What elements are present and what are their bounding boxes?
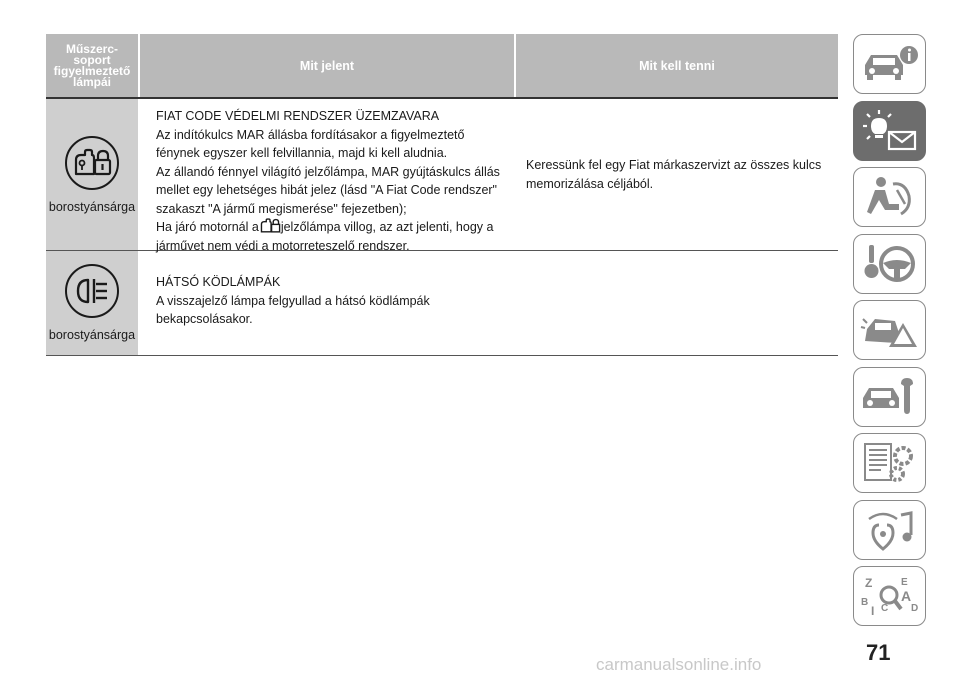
lamp-color-label: borostyánsárga [48, 199, 136, 214]
lamp-cell [46, 251, 138, 355]
car-accident-warning-icon [859, 307, 921, 353]
table-row [46, 251, 838, 356]
lamp-cell [46, 99, 138, 250]
tab-maintenance[interactable] [853, 367, 926, 427]
row-text: Ha járó motornál a jelzőlámpa villog, az azt jelenti, hogy a járművet nem védi a motorreteszelő rendszer. [156, 220, 494, 253]
table-header [46, 34, 838, 99]
car-info-icon [859, 41, 921, 87]
tab-starting-driving[interactable] [853, 234, 926, 294]
multimedia-music-icon [859, 507, 921, 553]
action-cell [512, 251, 838, 355]
action-cell [512, 99, 838, 250]
table-row [46, 99, 838, 251]
svg-text:I: I [870, 604, 874, 618]
row-title: FIAT CODE VÉDELMI RENDSZER ÜZEMZAVARA [156, 109, 440, 123]
meaning-cell [138, 251, 512, 355]
row-text: A visszajelző lámpa felgyullad a hátsó ködlámpák bekapcsolásakor. [156, 293, 430, 326]
svg-text:D: D [910, 603, 918, 614]
svg-text:Z: Z [864, 576, 872, 590]
row-text: Az állandó fénnyel világító jelzőlámpa, MAR gyújtáskulcs állás mellet egy lehetséges hibát jelez (lásd "A Fiat Code rendszer" szakaszt "A jármű megismerése" fejezetben); [156, 164, 500, 216]
row-title: HÁTSÓ KÖDLÁMPÁK [156, 275, 281, 289]
header-lamp-group: Műszerc- soport figyelmeztető lámpái [46, 34, 138, 97]
header-meaning: Mit jelent [140, 34, 514, 97]
svg-text:B: B [860, 597, 868, 608]
tab-safety[interactable] [853, 167, 926, 227]
tab-index[interactable] [853, 566, 926, 626]
row-text: Az indítókulcs MAR állásba fordításakor a figyelmeztető fénynek egyszer kell felvillannia, majd ki kell aludnia. [156, 127, 465, 160]
row-action: Keressünk fel egy Fiat márkaszervizt az összes kulcs memorizálása céljából. [526, 158, 822, 191]
fiat-code-key-lock-icon [65, 136, 119, 190]
page-number: 71 [866, 640, 891, 665]
warning-lights-table [46, 34, 838, 356]
watermark: carmanualsonline.info [596, 655, 762, 674]
meaning-cell [138, 99, 512, 253]
warning-light-message-icon [859, 108, 921, 154]
steering-wheel-key-icon [859, 241, 921, 287]
tab-multimedia[interactable] [853, 500, 926, 560]
tab-emergency[interactable] [853, 300, 926, 360]
svg-text:C: C [880, 603, 888, 614]
fiat-code-inline-icon [259, 218, 281, 234]
svg-text:A: A [900, 588, 911, 604]
rear-fog-lamp-icon [65, 264, 119, 318]
header-action: Mit kell tenni [516, 34, 838, 97]
lamp-color-label: borostyánsárga [48, 328, 136, 342]
specs-gears-icon [859, 440, 921, 486]
tab-technical-data[interactable] [853, 433, 926, 493]
tab-car-info[interactable] [853, 34, 926, 94]
car-wrench-icon [859, 374, 921, 420]
seat-airbag-icon [859, 174, 921, 220]
svg-text:E: E [900, 577, 908, 588]
chapter-tabs [853, 34, 926, 633]
tab-warning-lights[interactable] [853, 101, 926, 161]
alphabetical-index-search-icon [859, 573, 921, 619]
